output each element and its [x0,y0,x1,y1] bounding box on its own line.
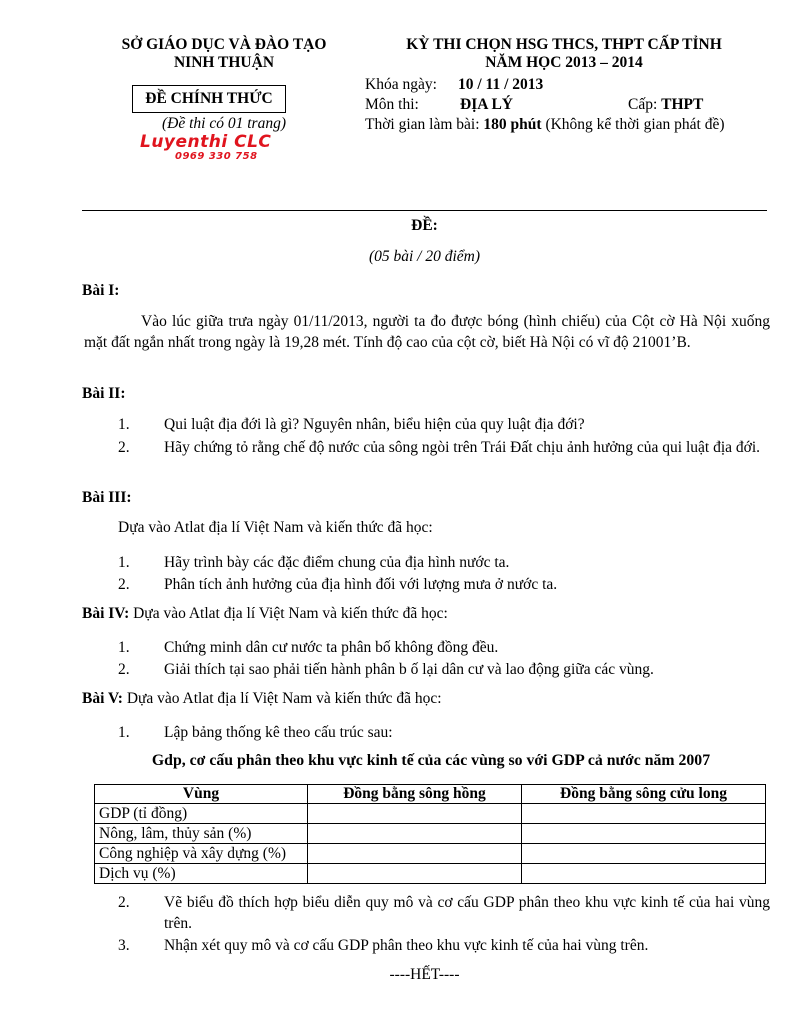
row-label: Nông, lâm, thủy sản (%) [95,824,308,844]
table-title: Gdp, cơ cấu phân theo khu vực kinh tế của các vùng so với GDP cả nước năm 2007 [151,752,711,769]
bai2-item-2 [118,437,770,458]
bai3-intro: Dựa vào Atlat địa lí Việt Nam và kiến thức đã học: [118,519,433,536]
bai5-item-3 [118,935,770,956]
level-value: THPT [661,96,704,113]
item-text: Phân tích ảnh hưởng của địa hình đối với lượng mưa ở nước ta. [164,576,558,593]
empty-cell [308,844,522,864]
empty-cell [522,864,766,884]
item-text: Lập bảng thống kê theo cấu trúc sau: [164,724,393,741]
bai3-heading: Bài III: [82,489,132,506]
bai3-item-1 [118,552,770,573]
date-value: 10 / 11 / 2013 [458,76,544,93]
exam-title: ĐỀ: [411,217,438,234]
item-text: Chứng minh dân cư nước ta phân bố không đồng đều. [164,639,499,656]
bai4-item-1 [118,637,770,658]
bai4-line [82,605,448,623]
row-label: Dịch vụ (%) [95,864,308,884]
item-number: 2. [118,661,130,678]
item-text: Vẽ biểu đồ thích hợp biểu diễn quy mô và cơ cấu GDP phân theo khu vực kinh tế của hai vùng trên. [164,894,770,932]
header-mekong-delta: Đồng bằng sông cửu long [522,785,766,804]
header-divider [82,210,767,211]
subject-line [365,95,765,115]
watermark-phone: 0969 330 758 [175,151,258,162]
exam-date-line [365,75,544,95]
table-row [95,864,766,884]
bai1-heading: Bài I: [82,282,120,299]
item-number: 2. [118,576,130,593]
empty-cell [308,864,522,884]
school-year: NĂM HỌC 2013 – 2014 [485,54,643,71]
item-text: Qui luật địa đới là gì? Nguyên nhân, biểu hiện của quy luật địa đới? [164,416,585,433]
time-label: Thời gian làm bài: [365,116,480,133]
bai4-item-2 [118,659,770,680]
exam-subtitle: (05 bài / 20 điểm) [368,248,481,265]
empty-cell [522,804,766,824]
item-text: Hãy trình bày các đặc điểm chung của địa hình nước ta. [164,554,510,571]
table-header-row [95,785,766,804]
official-exam-box: ĐỀ CHÍNH THỨC [132,85,286,113]
table-row [95,844,766,864]
bai3-item-2 [118,574,770,595]
empty-cell [522,844,766,864]
empty-cell [522,824,766,844]
bai4-intro: Dựa vào Atlat địa lí Việt Nam và kiến thức đã học: [133,605,448,622]
department-header [84,36,364,72]
subject-label: Môn thi: [365,96,419,113]
item-number: 1. [118,554,130,571]
row-label: Công nghiệp và xây dựng (%) [95,844,308,864]
exam-header [364,36,764,72]
item-number: 2. [118,439,130,456]
pages-note: (Đề thi có 01 trang) [162,115,286,132]
table-row [95,824,766,844]
bai5-item-2 [118,892,770,934]
empty-cell [308,804,522,824]
item-number: 1. [118,724,130,741]
bai5-intro: Dựa vào Atlat địa lí Việt Nam và kiến thức đã học: [126,690,442,707]
watermark-logo: Luyenthi CLC [140,132,272,152]
province-name: NINH THUẬN [173,54,275,71]
item-number: 3. [118,937,130,954]
item-text: Hãy chứng tỏ rằng chế độ nước của sông ngòi trên Trái Đất chịu ảnh hưởng của qui luật địa đới. [164,439,761,456]
header-region: Vùng [95,785,308,804]
department-name: SỞ GIÁO DỤC VÀ ĐÀO TẠO [121,36,327,53]
item-text: Nhận xét quy mô và cơ cấu GDP phân theo khu vực kinh tế của hai vùng trên. [164,937,649,954]
bai2-item-1 [118,414,770,435]
bai5-line [82,690,442,708]
item-number: 1. [118,416,130,433]
date-label: Khóa ngày: [365,76,437,93]
bai5-heading: Bài V: [82,690,123,707]
row-label: GDP (tỉ đồng) [95,804,308,824]
bai4-heading: Bài IV: [82,605,130,622]
end-marker: ----HẾT---- [389,966,460,983]
bai5-item-1 [118,722,770,743]
empty-cell [308,824,522,844]
table-row [95,804,766,824]
time-note: (Không kể thời gian phát đề) [545,116,725,133]
level-label: Cấp: [628,96,658,113]
time-value: 180 phút [483,116,542,133]
bai2-heading: Bài II: [82,385,126,402]
item-text: Giải thích tại sao phải tiến hành phân b ố lại dân cư và lao động giữa các vùng. [164,661,654,678]
bai1-text: Vào lúc giữa trưa ngày 01/11/2013, người ta đo được bóng (hình chiếu) của Cột cờ Hà Nội xuống mặt đất ngắn nhất trong ngày là 19,28 mét. Tính độ cao của cột cờ, biết Hà Nội có vĩ độ 21001’B. [84,313,770,351]
level-group [628,95,703,115]
item-number: 1. [118,639,130,656]
subject-value: ĐỊA LÝ [460,96,513,113]
item-number: 2. [118,894,130,911]
time-line [365,115,725,135]
header-red-river-delta: Đồng bằng sông hồng [308,785,522,804]
exam-name: KỲ THI CHỌN HSG THCS, THPT CẤP TỈNH [406,36,722,53]
statistics-table [94,784,766,884]
